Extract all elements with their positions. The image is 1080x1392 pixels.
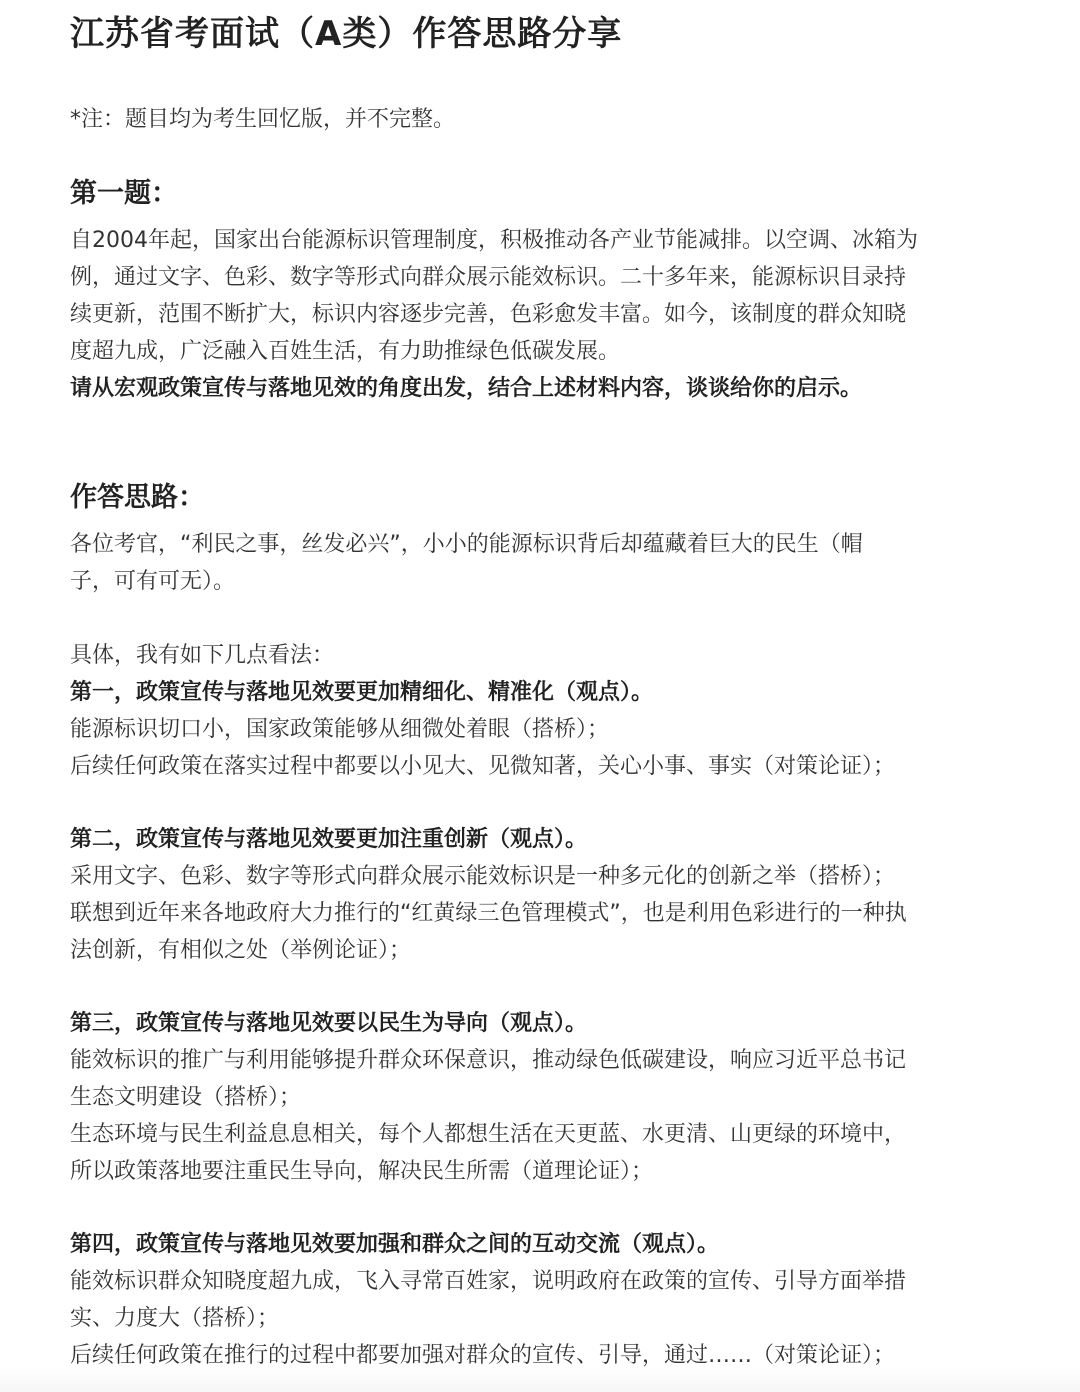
bottom-fade <box>0 1368 1080 1392</box>
point-line: 实、力度大（搭桥）； <box>70 1306 280 1331</box>
point-2 <box>70 821 1020 969</box>
point-line: 后续任何政策在推行的过程中都要加强对群众的宣传、引导，通过……（对策论证）； <box>70 1343 896 1368</box>
point-title: 第一，政策宣传与落地见效要更加精细化、精准化（观点）。 <box>70 680 654 705</box>
point-line: 能源标识切口小，国家政策能够从细微处着眼（搭桥）； <box>70 717 610 742</box>
intro-line: 各位考官，“利民之事，丝发必兴”，小小的能源标识背后却蕴藏着巨大的民生（帽 <box>70 532 863 557</box>
point-title: 第四，政策宣传与落地见效要加强和群众之间的互动交流（观点）。 <box>70 1232 720 1257</box>
point-line: 能效标识群众知晓度超九成，飞入寻常百姓家，说明政府在政策的宣传、引导方面举措 <box>70 1269 907 1294</box>
point-line: 能效标识的推广与利用能够提升群众环保意识，推动绿色低碳建设，响应习近平总书记 <box>70 1048 907 1073</box>
point-line: 联想到近年来各地政府大力推行的“红黄绿三色管理模式”，也是利用色彩进行的一种执 <box>70 901 907 926</box>
point-line: 生态环境与民生利益息息相关，每个人都想生活在天更蓝、水更清、山更绿的环境中， <box>70 1122 907 1147</box>
question-line: 续更新，范围不断扩大，标识内容逐步完善，色彩愈发丰富。如今，该制度的群众知晓 <box>70 302 907 327</box>
point-line: 生态文明建设（搭桥）； <box>70 1085 302 1110</box>
question-line: 自2004年起，国家出台能源标识管理制度，积极推动各产业节能减排。以空调、冰箱为 <box>70 228 918 253</box>
question-line: 例，通过文字、色彩、数字等形式向群众展示能效标识。二十多年来，能源标识目录持 <box>70 265 907 290</box>
point-line: 所以政策落地要注重民生导向，解决民生所需（道理论证）； <box>70 1159 654 1184</box>
note: *注：题目均为考生回忆版，并不完整。 <box>70 107 456 132</box>
point-title: 第三，政策宣传与落地见效要以民生为导向（观点）。 <box>70 1011 588 1036</box>
answer-intro <box>70 526 1020 600</box>
page-title: 江苏省考面试（A类）作答思路分享 <box>70 14 623 54</box>
answer-lead: 具体，我有如下几点看法： <box>70 643 335 668</box>
question-prompt: 请从宏观政策宣传与落地见效的角度出发，结合上述材料内容，谈谈给你的启示。 <box>70 376 863 401</box>
point-line: 后续任何政策在落实过程中都要以小见大、见微知著，关心小事、事实（对策论证）； <box>70 754 896 779</box>
answer-heading: 作答思路： <box>70 482 205 513</box>
point-3 <box>70 1005 1020 1190</box>
point-title: 第二，政策宣传与落地见效要更加注重创新（观点）。 <box>70 827 588 852</box>
question-body <box>70 222 1020 407</box>
point-line: 法创新，有相似之处（举例论证）； <box>70 938 412 963</box>
question-heading: 第一题： <box>70 178 178 209</box>
question-line: 度超九成，广泛融入百姓生活，有力助推绿色低碳发展。 <box>70 339 621 364</box>
point-1 <box>70 637 1020 785</box>
point-4 <box>70 1226 1020 1374</box>
point-line: 采用文字、色彩、数字等形式向群众展示能效标识是一种多元化的创新之举（搭桥）； <box>70 864 896 889</box>
intro-line: 子，可有可无）。 <box>70 569 236 594</box>
